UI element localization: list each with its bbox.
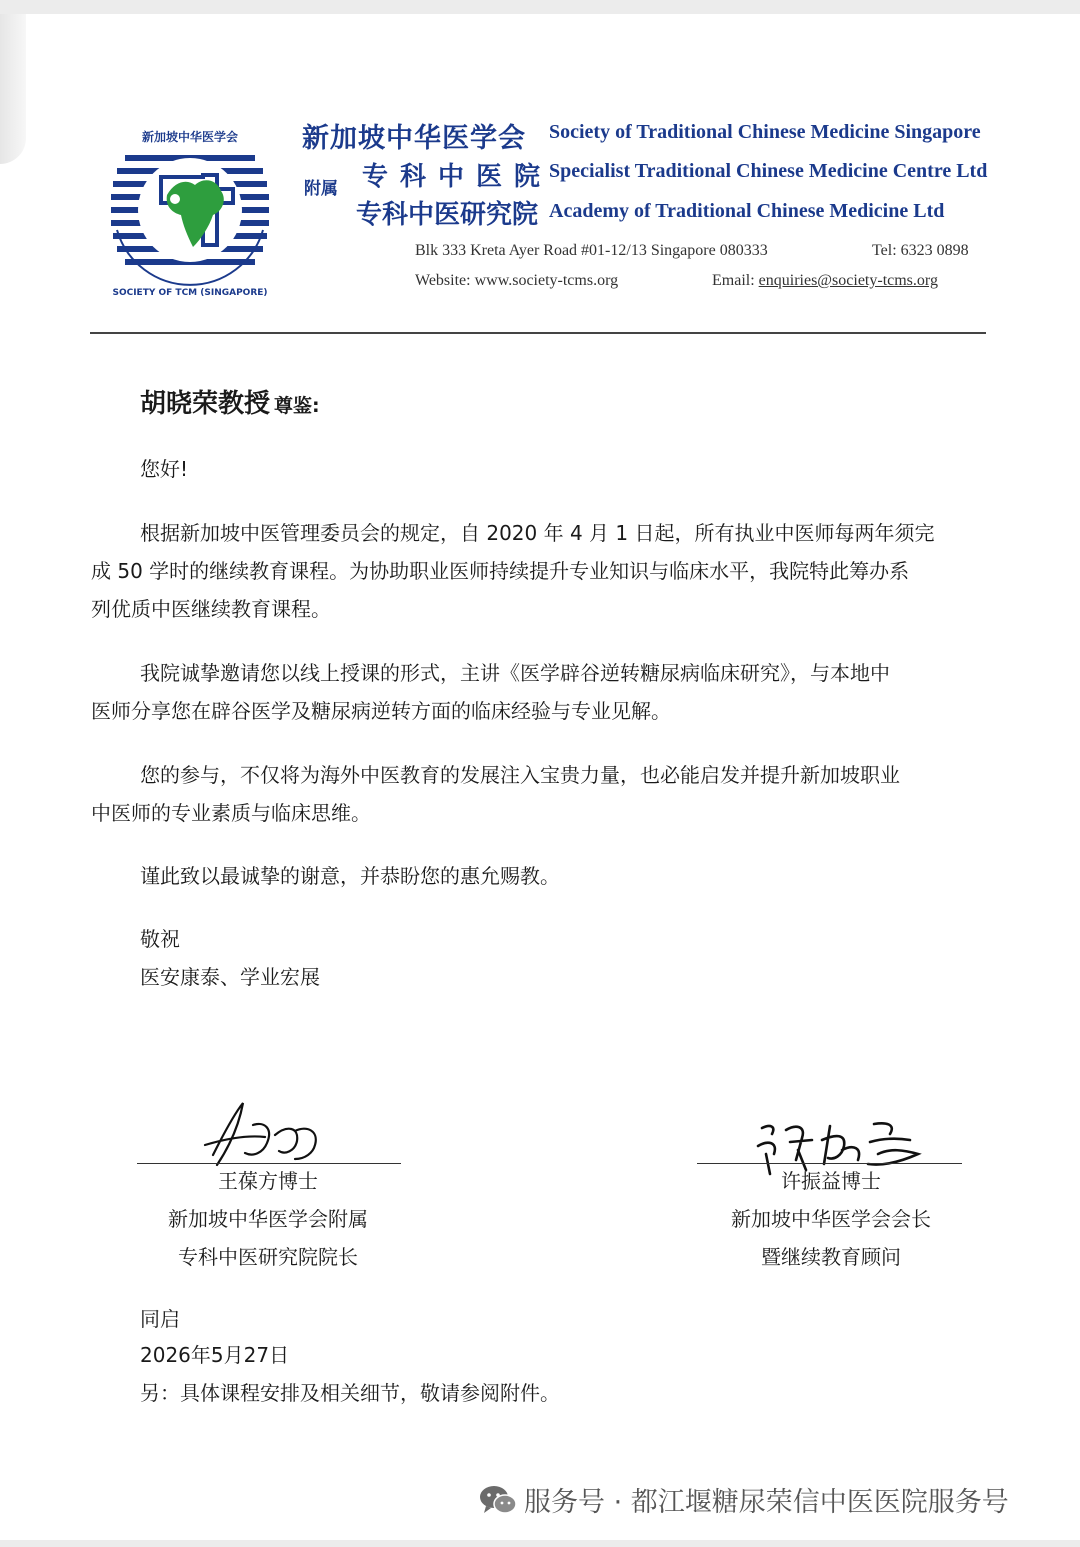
wechat-watermark <box>478 1480 1009 1519</box>
society-en-name: Society of Traditional Chinese Medicine Singapore <box>549 121 981 143</box>
affiliation-label: 附属 <box>304 179 338 199</box>
letter-date: 2026年5月27日 <box>140 1343 290 1367</box>
paragraph-1-line-2: 成 50 学时的继续教育课程。为协助职业医师持续提升专业知识与临床水平，我院特此筹办系 <box>91 559 910 583</box>
email-block <box>712 272 938 290</box>
website: Website: www.society-tcms.org <box>415 272 619 289</box>
closing-line-2: 医安康泰、学业宏展 <box>140 965 320 989</box>
right-signer-name: 许振益博士 <box>781 1169 881 1193</box>
email-label: Email: <box>712 272 759 289</box>
paragraph-2-line-2: 医师分享您在辟谷医学及糖尿病逆转方面的临床经验与专业见解。 <box>91 699 671 723</box>
page-corner-shadow <box>0 14 26 164</box>
header-divider <box>90 332 986 334</box>
centre-cn-name: 专科中医院 <box>362 162 553 192</box>
telephone: Tel: 6323 0898 <box>872 242 969 259</box>
society-cn-name: 新加坡中华医学会 <box>302 123 526 154</box>
left-signer-title-1: 新加坡中华医学会附属 <box>168 1207 368 1231</box>
left-signer-name: 王葆方博士 <box>218 1169 318 1193</box>
attachment-note: 另：具体课程安排及相关细节，敬请参阅附件。 <box>140 1381 560 1405</box>
right-signer-title-1: 新加坡中华医学会会长 <box>731 1207 931 1231</box>
email-link[interactable]: enquiries@society-tcms.org <box>758 272 938 289</box>
svg-text:新加坡中华医学会: 新加坡中华医学会 <box>141 130 239 144</box>
bottom-strip <box>0 1540 1080 1547</box>
watermark-text: 服务号 · 都江堰糖尿荣信中医医院服务号 <box>524 1487 1009 1518</box>
academy-cn-name: 专科中医研究院 <box>356 200 539 230</box>
paragraph-3-line-1: 您的参与，不仅将为海外中医教育的发展注入宝贵力量，也必能启发并提升新加坡职业 <box>140 763 900 787</box>
honorific: 尊鉴: <box>274 395 320 417</box>
paragraph-4: 谨此致以最诚挚的谢意，并恭盼您的惠允赐教。 <box>140 864 560 888</box>
postal-address: Blk 333 Kreta Ayer Road #01-12/13 Singapore 080333 <box>415 242 768 259</box>
left-signer-title-2: 专科中医研究院院长 <box>178 1245 358 1269</box>
salutation <box>140 383 320 420</box>
recipient-name: 胡晓荣教授 <box>140 389 271 419</box>
wechat-icon <box>478 1483 518 1517</box>
centre-en-name: Specialist Traditional Chinese Medicine Centre Ltd <box>549 160 988 182</box>
right-signer-title-2: 暨继续教育顾问 <box>761 1245 901 1269</box>
paragraph-2-line-1: 我院诚挚邀请您以线上授课的形式，主讲《医学辟谷逆转糖尿病临床研究》，与本地中 <box>140 661 890 685</box>
svg-text:SOCIETY OF TCM (SINGAPORE): SOCIETY OF TCM (SINGAPORE) <box>112 288 268 298</box>
paragraph-1-line-1: 根据新加坡中医管理委员会的规定，自 2020 年 4 月 1 日起，所有执业中医师每两年须完 <box>140 521 935 545</box>
academy-en-name: Academy of Traditional Chinese Medicine Ltd <box>549 200 945 222</box>
society-logo <box>95 115 285 305</box>
greeting: 您好! <box>140 457 189 481</box>
paragraph-3-line-2: 中医师的专业素质与临床思维。 <box>91 801 371 825</box>
closing-line-1: 敬祝 <box>140 927 180 951</box>
top-status-strip <box>0 0 1080 14</box>
joint-note: 同启 <box>140 1307 180 1331</box>
paragraph-1-line-3: 列优质中医继续教育课程。 <box>91 597 331 621</box>
